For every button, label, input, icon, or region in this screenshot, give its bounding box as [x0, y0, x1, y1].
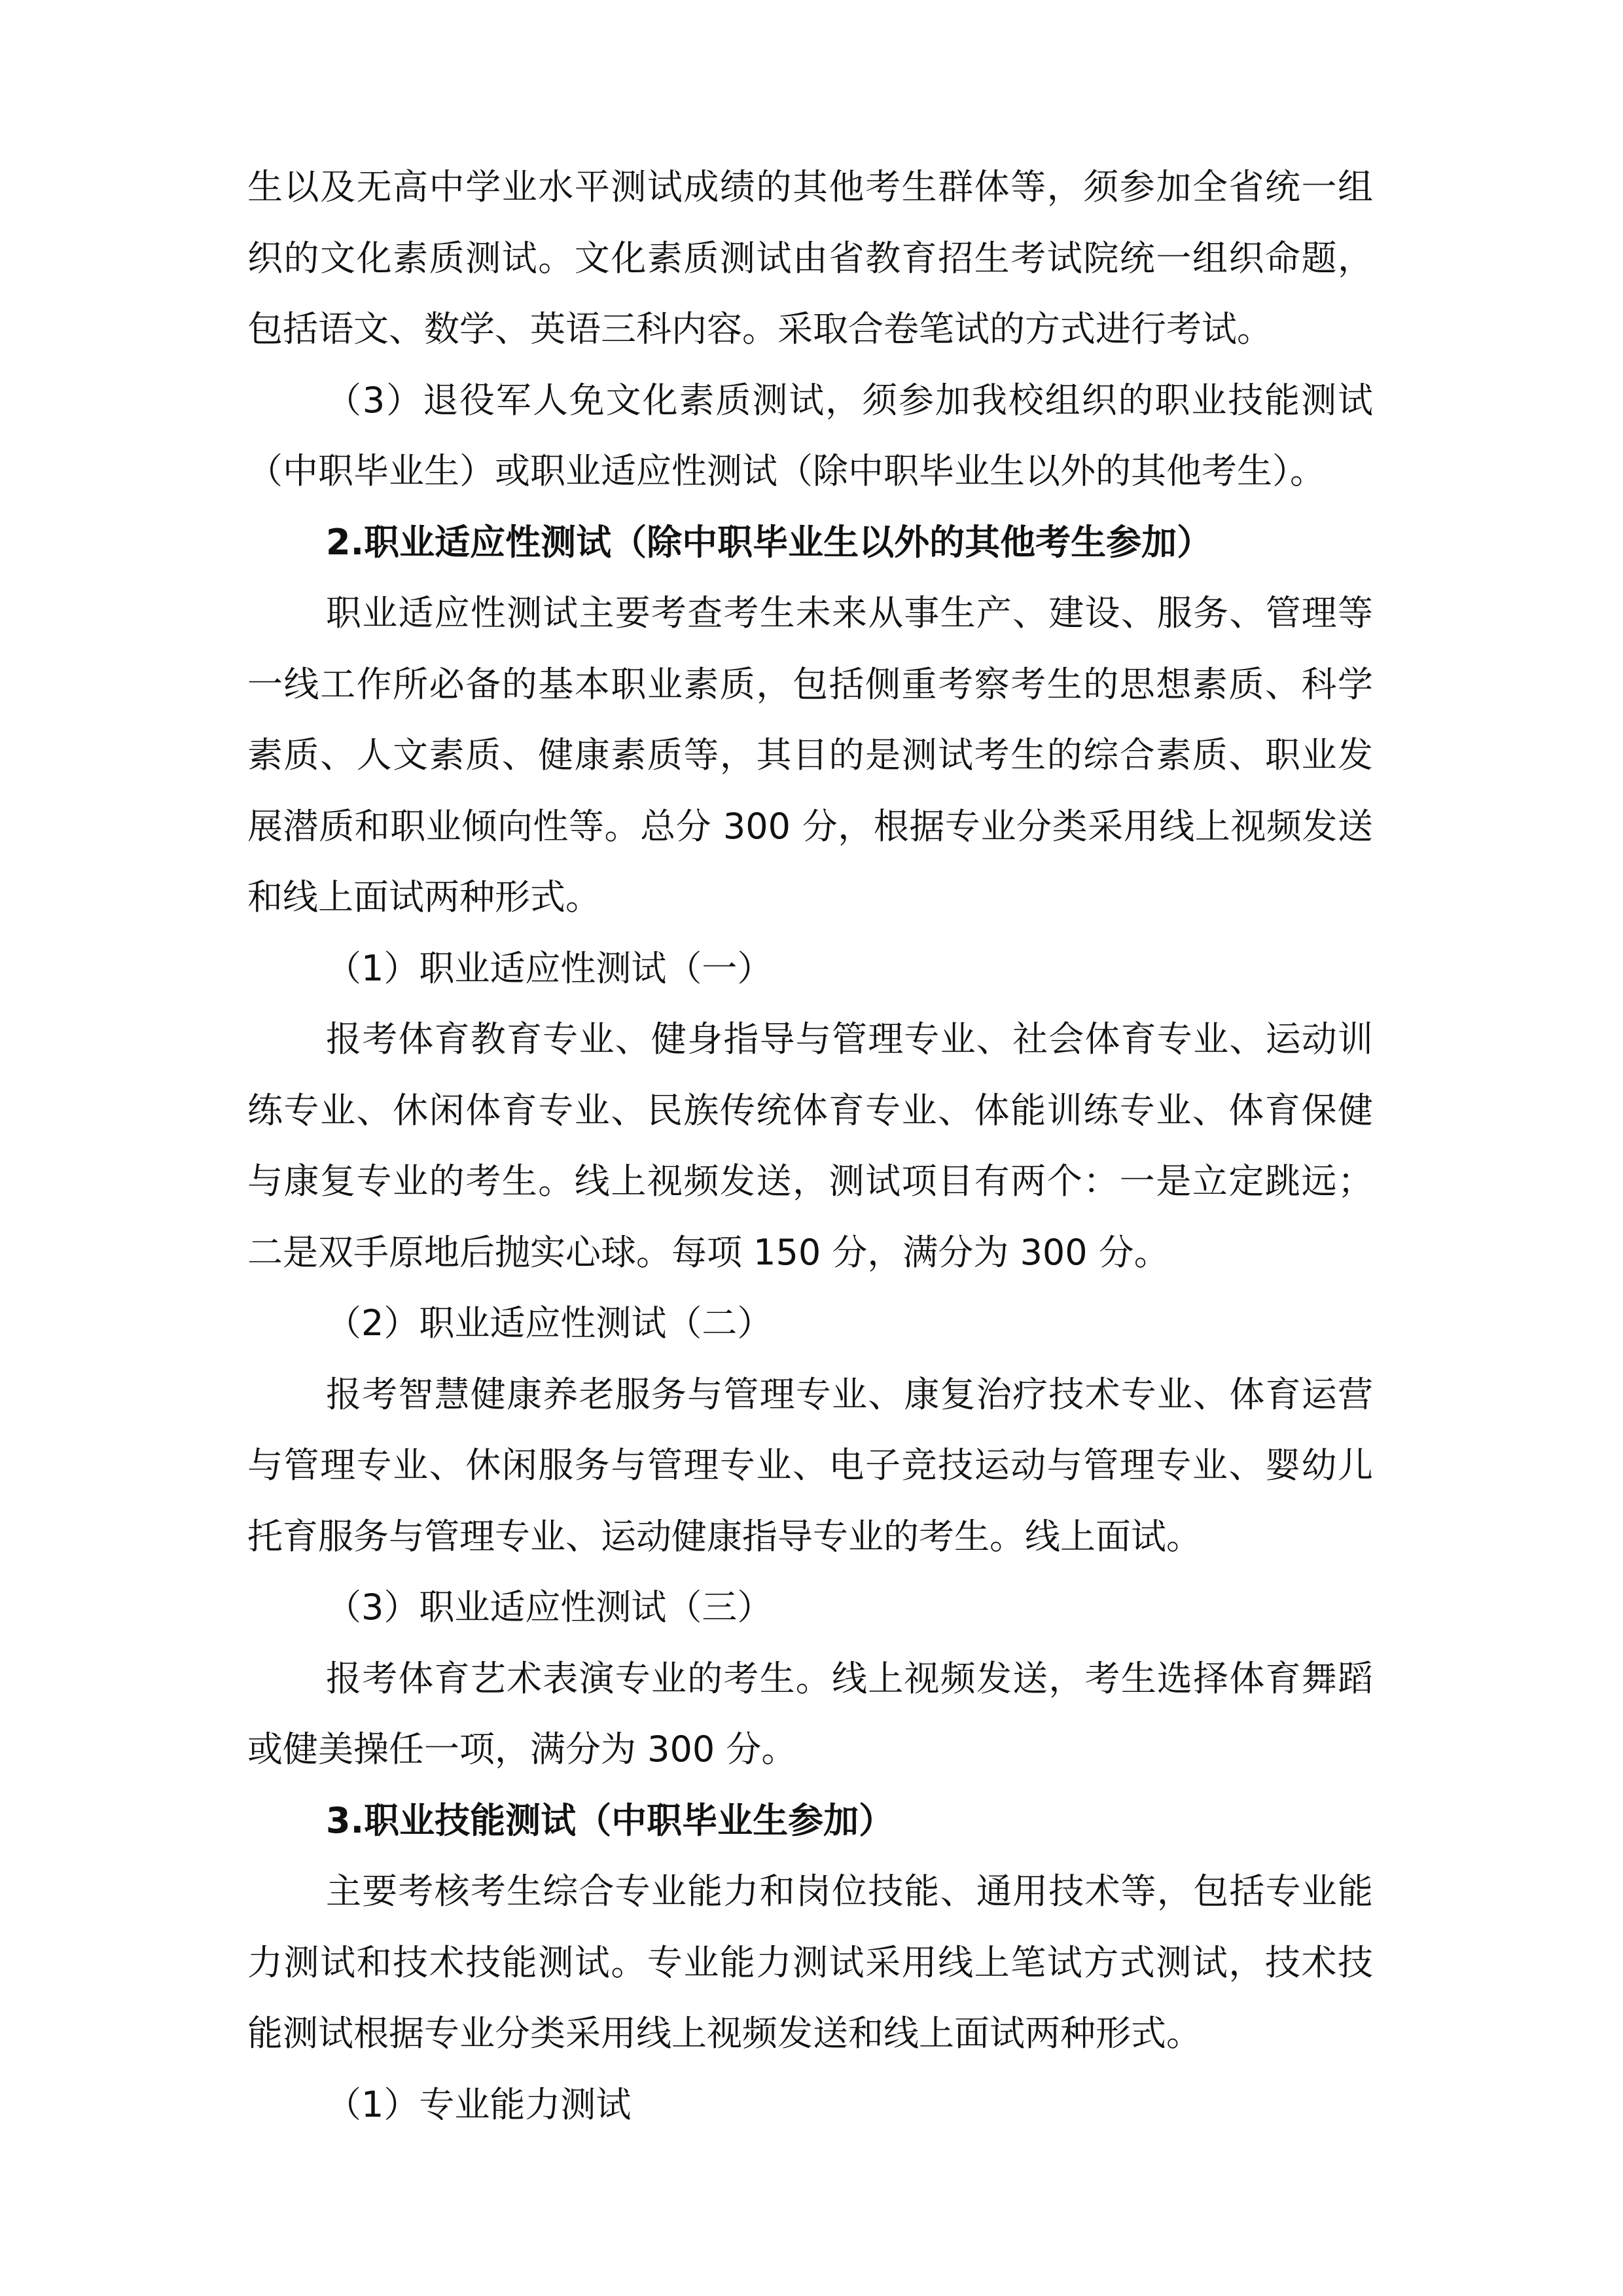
- document-page: [247, 152, 1373, 2140]
- paragraph-aptitude-test-1: 报考体育教育专业、健身指导与管理专业、社会体育专业、运动训练专业、休闲体育专业、民族传统体育专业、体能训练专业、体育保健与康复专业的考生。线上视频发送，测试项目有两个：一是立定跳远；二是双手原地后抛实心球。每项 150 分，满分为 300 分。: [247, 1018, 1373, 1273]
- paragraph-skills-description: 主要考核考生综合专业能力和岗位技能、通用技术等，包括专业能力测试和技术技能测试。专业能力测试采用线上笔试方式测试，技术技能测试根据专业分类采用线上视频发送和线上面试两种形式。: [247, 1871, 1373, 2054]
- paragraph-veterans: （3）退役军人免文化素质测试，须参加我校组织的职业技能测试（中职毕业生）或职业适应性测试（除中职毕业生以外的其他考生）。: [247, 379, 1373, 492]
- paragraph-aptitude-description: 职业适应性测试主要考查考生未来从事生产、建设、服务、管理等一线工作所必备的基本职业素质，包括侧重考察考生的思想素质、科学素质、人文素质、健康素质等，其目的是测试考生的综合素质、职业发展潜质和职业倾向性等。总分 300 分，根据专业分类采用线上视频发送和线上面试两种形式。: [247, 592, 1373, 918]
- subheading-aptitude-test-2: （2）职业适应性测试（二）: [326, 1302, 773, 1344]
- section-heading-vocational-skills: 3.职业技能测试（中职毕业生参加）: [326, 1799, 895, 1841]
- paragraph-aptitude-test-2: 报考智慧健康养老服务与管理专业、康复治疗技术专业、体育运营与管理专业、休闲服务与管理专业、电子竞技运动与管理专业、婴幼儿托育服务与管理专业、运动健康指导专业的考生。线上面试。: [247, 1373, 1373, 1557]
- paragraph-culture-test: 生以及无高中学业水平测试成绩的其他考生群体等，须参加全省统一组织的文化素质测试。文化素质测试由省教育招生考试院统一组织命题，包括语文、数学、英语三科内容。采取合卷笔试的方式进行考试。: [247, 166, 1373, 350]
- subheading-aptitude-test-1: （1）职业适应性测试（一）: [326, 947, 773, 989]
- subheading-aptitude-test-3: （3）职业适应性测试（三）: [326, 1587, 773, 1628]
- section-heading-vocational-aptitude: 2.职业适应性测试（除中职毕业生以外的其他考生参加）: [326, 521, 1213, 563]
- subheading-professional-ability-test: （1）专业能力测试: [326, 2083, 632, 2125]
- paragraph-aptitude-test-3: 报考体育艺术表演专业的考生。线上视频发送，考生选择体育舞蹈或健美操任一项，满分为 300 分。: [247, 1657, 1373, 1770]
